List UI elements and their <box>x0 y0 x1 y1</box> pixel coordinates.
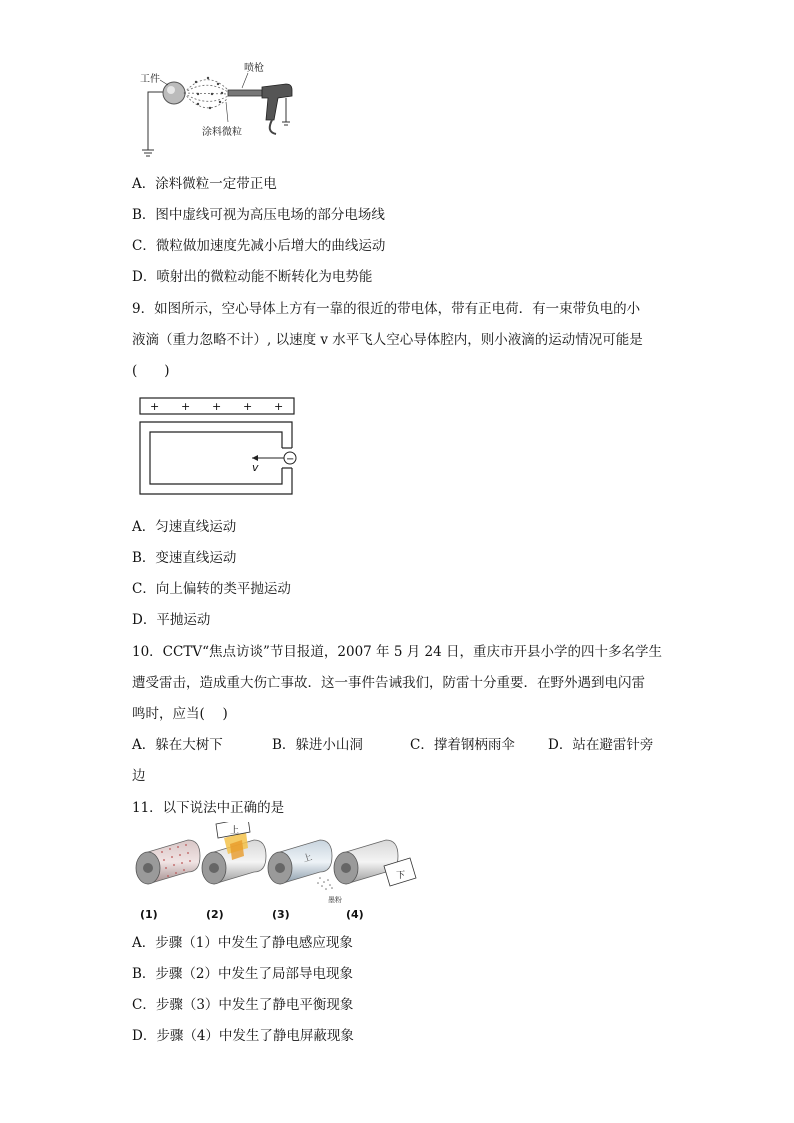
q8-option-b: B．图中虚线可视为高压电场的部分电场线 <box>132 207 385 223</box>
q9-stem-line1: 9．如图所示，空心导体上方有一靠的很近的带电体，带有正电荷．有一束带负电的小 <box>132 301 641 317</box>
q8-option-c: C．微粒做加速度先减小后增大的曲线运动 <box>132 238 386 254</box>
step-label-1: (1) <box>140 908 158 921</box>
q11-stem: 11．以下说法中正确的是 <box>132 800 285 816</box>
card-text-down: 下 <box>396 871 406 881</box>
q10-option-d-wrap: 边 <box>132 768 146 784</box>
svg-text:上: 上 <box>301 852 314 865</box>
spray-gun-figure <box>136 60 306 160</box>
card-text-top: 上 <box>230 826 240 836</box>
drum-step-3 <box>268 840 342 904</box>
q11-option-d: D．步骤（4）中发生了静电屏蔽现象 <box>132 1028 354 1044</box>
droplet-charge: − <box>286 454 295 465</box>
q9-option-d: D．平抛运动 <box>132 612 211 628</box>
q9-stem-line3: ( ) <box>132 363 170 379</box>
drum-step-2 <box>202 822 266 884</box>
q9-option-c: C．向上偏转的类平抛运动 <box>132 581 291 597</box>
plus-sign: + <box>243 400 253 413</box>
plus-sign: + <box>274 400 284 413</box>
label-gun: 喷枪 <box>244 63 264 74</box>
velocity-label: v <box>252 461 259 474</box>
toner-label: 墨粉 <box>328 896 342 904</box>
q9-option-a: A．匀速直线运动 <box>132 519 237 535</box>
q10-stem-line1: 10．CCTV“焦点访谈”节目报道，2007 年 5 月 24 日，重庆市开县小学的四十多名学生 <box>132 644 662 660</box>
q9-stem-line2: 液滴（重力忽略不计）, 以速度 v 水平飞人空心导体腔内，则小液滴的运动情况可能是 <box>132 332 643 348</box>
step-label-2: (2) <box>206 908 224 921</box>
photocopier-steps-figure <box>134 822 418 922</box>
step-label-4: (4) <box>346 908 364 921</box>
label-particles: 涂料微粒 <box>202 127 242 138</box>
label-workpiece: 工件 <box>140 74 160 85</box>
drum-step-4 <box>334 840 416 886</box>
q10-option-c: C．撑着钢柄雨伞 <box>410 737 515 753</box>
q8-option-d: D．喷射出的微粒动能不断转化为电势能 <box>132 269 373 285</box>
q10-option-d: D．站在避雷针旁 <box>548 737 654 753</box>
q10-stem-line3: 鸣时，应当( ) <box>132 706 228 722</box>
drum-step-1 <box>136 840 200 884</box>
plus-sign: + <box>212 400 222 413</box>
plus-sign: + <box>181 400 191 413</box>
q10-option-b: B．躲进小山洞 <box>272 737 363 753</box>
q10-stem-line2: 遭受雷击，造成重大伤亡事故．这一事件告诫我们，防雷十分重要．在野外遇到电闪雷 <box>132 675 645 691</box>
workpiece-sphere <box>163 82 185 104</box>
hollow-conductor-figure <box>136 394 302 498</box>
q11-option-c: C．步骤（3）中发生了静电平衡现象 <box>132 997 354 1013</box>
step-label-3: (3) <box>272 908 290 921</box>
q11-option-b: B．步骤（2）中发生了局部导电现象 <box>132 966 354 982</box>
q11-option-a: A．步骤（1）中发生了静电感应现象 <box>132 935 353 951</box>
q10-option-a: A．躲在大树下 <box>132 737 223 753</box>
q8-option-a: A．涂料微粒一定带正电 <box>132 176 277 192</box>
q9-option-b: B．变速直线运动 <box>132 550 237 566</box>
plus-sign: + <box>150 400 160 413</box>
